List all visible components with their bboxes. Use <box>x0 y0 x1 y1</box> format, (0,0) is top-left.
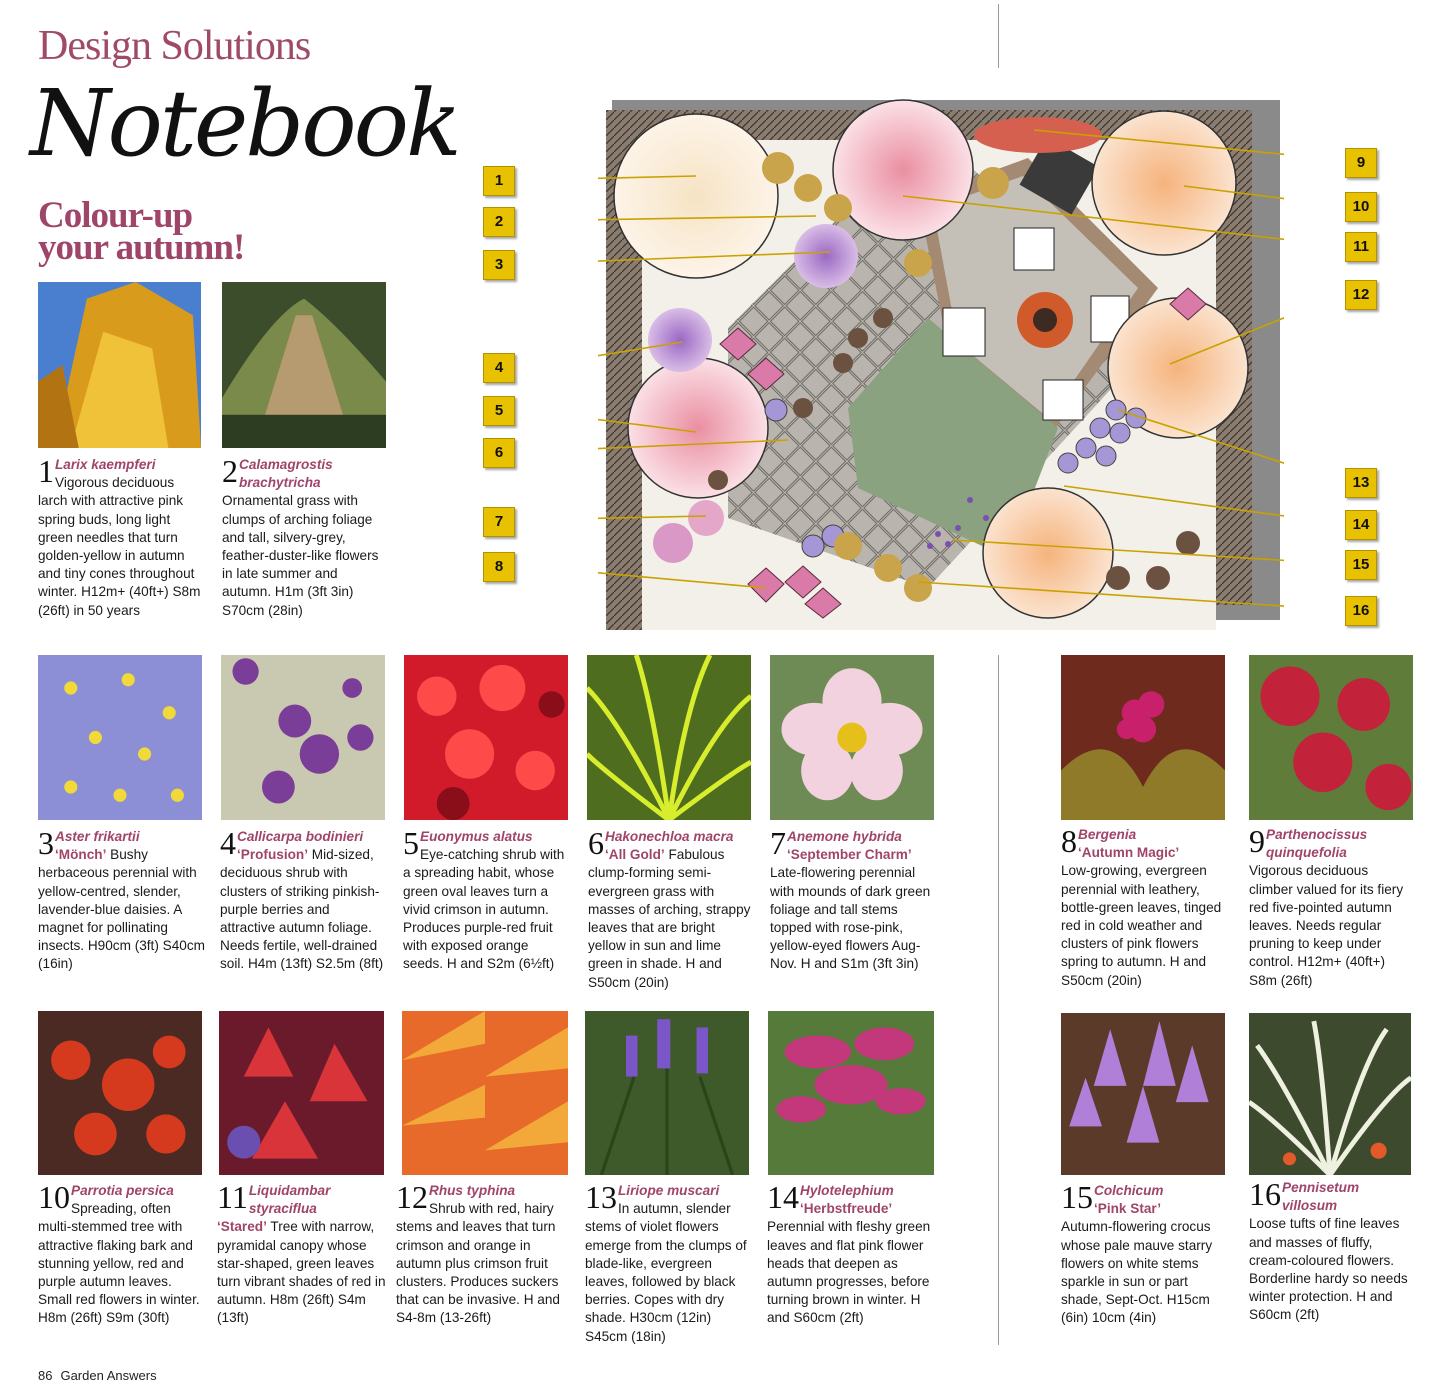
garden-plan <box>598 88 1284 636</box>
photo-aster <box>38 655 202 820</box>
entry-number: 8 <box>1061 823 1077 859</box>
entry-latin-name: Pennisetum villosum <box>1282 1180 1360 1214</box>
plan-callout-5: 5 <box>483 396 515 426</box>
entry-latin-name: Anemone hybrida <box>787 829 902 844</box>
entry-number: 11 <box>217 1179 248 1215</box>
entry-cultivar: ‘Autumn Magic’ <box>1078 845 1180 861</box>
entry-number: 9 <box>1249 823 1265 859</box>
plan-callout-8: 8 <box>483 552 515 582</box>
plan-callout-2: 2 <box>483 207 515 237</box>
plan-callout-12: 12 <box>1345 280 1377 310</box>
entry-number: 4 <box>220 825 236 861</box>
photo-callicarpa <box>221 655 385 820</box>
entry-cultivar: ‘All Gold’ <box>605 847 665 863</box>
entry-number: 14 <box>767 1179 799 1215</box>
entry-latin-name: Euonymus alatus <box>420 829 533 844</box>
photo-euonymus <box>404 655 568 820</box>
entry-description: Low-growing, evergreen perennial with leathery, bottle-green leaves, tinged red in cold weather and clusters of pink flowers spring to autumn. H and S50cm (20in) <box>1061 863 1222 988</box>
plant-entry-4 <box>220 825 384 974</box>
subtitle <box>38 195 245 268</box>
photo-larix <box>38 282 201 448</box>
plan-callout-10: 10 <box>1345 192 1377 222</box>
plan-callout-3: 3 <box>483 250 515 280</box>
plant-entry-13 <box>585 1179 757 1346</box>
subtitle-line-2: your autumn! <box>38 227 245 268</box>
plant-entry-10 <box>38 1179 206 1328</box>
plan-callout-1: 1 <box>483 166 515 196</box>
photo-colchicum <box>1061 1013 1225 1175</box>
entry-description: Tree with narrow, pyramidal canopy whose star-shaped, green leaves turn vibrant shades of red in autumn. H8m (26ft) S4m (13ft) <box>217 1219 386 1326</box>
photo-parthenocissus <box>1249 655 1413 820</box>
entry-number: 1 <box>38 453 54 489</box>
entry-number: 15 <box>1061 1179 1093 1215</box>
plant-entry-11 <box>217 1179 387 1328</box>
entry-latin-name: Hylotelephium <box>800 1183 894 1198</box>
entry-description: In autumn, slender stems of violet flowers emerge from the clumps of blade-like, evergreen leaves, followed by black berries. Copes with dry shade. H30cm (12in) S45cm (18in) <box>585 1201 747 1344</box>
top-divider <box>998 4 999 68</box>
photo-hylotelephium <box>768 1011 934 1175</box>
plan-callout-11: 11 <box>1345 232 1377 262</box>
entry-description: Bushy herbaceous perennial with yellow-centred, slender, lavender-blue daisies. A magnet for pollinating insects. H90cm (3ft) S40cm (16in) <box>38 847 205 972</box>
entry-latin-name: Calamagrostis brachytricha <box>239 457 333 491</box>
entry-number: 3 <box>38 825 54 861</box>
entry-description: Ornamental grass with clumps of arching foliage and tall, silvery-grey, feather-duster-like flowers in late summer and autumn. H1m (3ft 3in) S70cm (28in) <box>222 493 379 618</box>
plant-entry-9 <box>1249 823 1413 990</box>
plant-entry-2 <box>222 453 382 620</box>
entry-number: 13 <box>585 1179 617 1215</box>
entry-description: Mid-sized, deciduous shrub with clusters of striking pinkish-purple berries and attractive autumn foliage. Needs fertile, well-drained soil. H4m (13ft) S2.5m (8ft) <box>220 847 384 972</box>
entry-cultivar: ‘Stared’ <box>217 1219 267 1235</box>
entry-cultivar: ‘Profusion’ <box>237 847 308 863</box>
entry-description: Spreading, often multi-stemmed tree with attractive flaking bark and stunning yellow, red and purple autumn leaves. Small red flowers in winter. H8m (26ft) S9m (30ft) <box>38 1201 200 1326</box>
entry-latin-name: Colchicum <box>1094 1183 1164 1198</box>
entry-cultivar: ‘Mönch’ <box>55 847 107 863</box>
entry-latin-name: Hakonechloa macra <box>605 829 734 844</box>
entry-latin-name: Larix kaempferi <box>55 457 156 472</box>
magazine-name: Garden Answers <box>60 1368 157 1383</box>
section-label: Design Solutions <box>38 23 311 69</box>
plant-entry-6 <box>588 825 754 992</box>
entry-latin-name: Parthenocissus quinquefolia <box>1266 827 1368 861</box>
photo-bergenia <box>1061 655 1225 820</box>
entry-description: Vigorous deciduous larch with attractive pink spring buds, long light green needles that turn golden-yellow in autumn and tiny cones throughout winter. H12m+ (40ft+) S8m (26ft) in 50 years <box>38 475 201 618</box>
photo-calamagrostis <box>222 282 386 448</box>
plant-entry-5 <box>403 825 571 974</box>
mid-divider <box>998 655 999 1345</box>
entry-latin-name: Aster frikartii <box>55 829 140 844</box>
entry-description: Vigorous deciduous climber valued for its fiery red five-pointed autumn leaves. Needs regular pruning to keep under control. H12m+ (40ft+) S8m (26ft) <box>1249 863 1404 988</box>
photo-pennisetum <box>1249 1013 1411 1175</box>
entry-cultivar: ‘Herbstfreude’ <box>800 1201 893 1217</box>
entry-cultivar: ‘Pink Star’ <box>1094 1201 1161 1217</box>
photo-rhus <box>402 1011 568 1175</box>
plant-entry-8 <box>1061 823 1229 990</box>
entry-description: Autumn-flowering crocus whose pale mauve starry flowers on white stems sparkle in sun or part shade, Sept-Oct. H15cm (6in) 10cm (4in) <box>1061 1219 1213 1326</box>
plant-entry-15 <box>1061 1179 1227 1328</box>
plant-entry-7 <box>770 825 934 974</box>
photo-liriope <box>585 1011 749 1175</box>
entry-latin-name: Parrotia persica <box>71 1183 174 1198</box>
entry-number: 2 <box>222 453 238 489</box>
plan-callout-13: 13 <box>1345 468 1377 498</box>
entry-number: 16 <box>1249 1176 1281 1212</box>
plan-callout-14: 14 <box>1345 510 1377 540</box>
plan-callout-16: 16 <box>1345 596 1377 626</box>
photo-parrotia <box>38 1011 202 1175</box>
entry-description: Perennial with fleshy green leaves and flat pink flower heads that deepen as autumn progresses, before turning brown in winter. H and S60cm (2ft) <box>767 1219 931 1326</box>
plan-callout-4: 4 <box>483 353 515 383</box>
plant-entry-1 <box>38 453 206 620</box>
plan-callout-7: 7 <box>483 507 515 537</box>
entry-number: 5 <box>403 825 419 861</box>
entry-latin-name: Liriope muscari <box>618 1183 720 1198</box>
photo-hakonechloa <box>587 655 751 820</box>
page-title: Notebook <box>30 70 459 177</box>
page-number: 86 <box>38 1368 53 1383</box>
plan-callout-9: 9 <box>1345 148 1377 178</box>
entry-cultivar: ‘September Charm’ <box>787 847 912 863</box>
photo-liquidambar <box>219 1011 384 1175</box>
plan-callout-6: 6 <box>483 438 515 468</box>
subtitle-line-1: Colour-up <box>38 195 193 236</box>
plant-entry-16 <box>1249 1176 1413 1325</box>
entry-number: 10 <box>38 1179 70 1215</box>
plant-entry-3 <box>38 825 206 974</box>
entry-number: 6 <box>588 825 604 861</box>
entry-number: 12 <box>396 1179 428 1215</box>
plant-entry-12 <box>396 1179 568 1328</box>
entry-description: Shrub with red, hairy stems and leaves that turn crimson and orange in autumn plus crimson fruit clusters. Produces suckers that can be invasive. H and S4-8m (13-26ft) <box>396 1201 560 1326</box>
plant-entry-14 <box>767 1179 935 1328</box>
entry-latin-name: Rhus typhina <box>429 1183 516 1198</box>
entry-latin-name: Callicarpa bodinieri <box>237 829 364 844</box>
entry-description: Late-flowering perennial with mounds of dark green foliage and tall stems topped with rose-pink, yellow-eyed flowers Aug-Nov. H and S1m (3ft 3in) <box>770 865 931 972</box>
entry-latin-name: Liquidambar styraciflua <box>248 1183 331 1217</box>
entry-description: Eye-catching shrub with a spreading habit, whose green oval leaves turn a vivid crimson in autumn. Produces purple-red fruit with exposed orange seeds. H and S2m (6½ft) <box>403 847 565 972</box>
entry-description: Fabulous clump-forming semi-evergreen grass with masses of arching, strappy leaves that are bright yellow in sun and lime green in shade. H and S50cm (20in) <box>588 847 751 990</box>
page-footer <box>38 1368 157 1383</box>
entry-description: Loose tufts of fine leaves and masses of fluffy, cream-coloured flowers. Borderline hardy so needs winter protection. H and S60cm (2ft) <box>1249 1216 1408 1323</box>
plan-callout-15: 15 <box>1345 550 1377 580</box>
entry-latin-name: Bergenia <box>1078 827 1137 842</box>
photo-anemone <box>770 655 934 820</box>
entry-number: 7 <box>770 825 786 861</box>
